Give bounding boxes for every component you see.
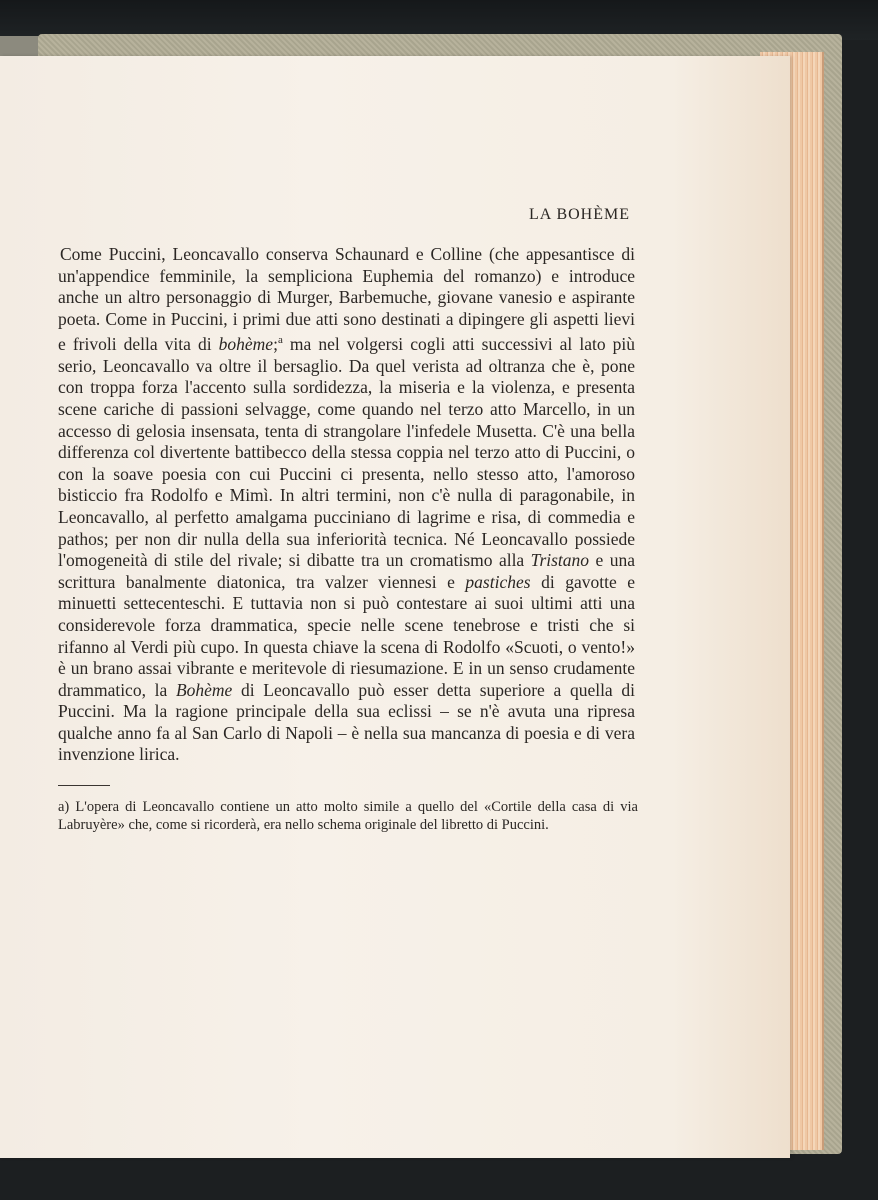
footnote-reference: a [277,334,283,347]
text-run: e una scrittura banalmente diatonica, tra valzer viennesi e [58,550,635,592]
footnote [58,798,638,834]
footnote-text: L'opera di Leoncavallo contiene un atto molto simile a quello del «Cortile della casa di via Labruyère» che, come si ricorderà, era nello schema originale del libretto di Puccini. [58,799,638,833]
main-paragraph [58,244,635,766]
italic-bohème: bohème [218,334,274,355]
text-run: Come Puccini, Leoncavallo conserva Schaunard e Colline (che appesantisce di un'appendice femminile, la sempliciona Euphemia del romanzo) e introduce anche un altro personaggio di Murger, Barbemuche, giovane vanesio e aspirante poeta. Come in Puccini, i primi due atti sono destinati a dipingere gli aspetti lievi e frivoli della vita di [58,244,635,355]
running-header: LA BOHÈME [529,206,630,223]
footnote-marker: a) [58,799,70,815]
text-run: di gavotte e minuetti settecenteschi. E tuttavia non si può contestare ai suoi ultimi atti una considerevole forza drammatica, specie nelle scene tenebrose e tristi che si rifanno al Verdi più cupo. In questa chiave la scena di Rodolfo «Scuoti, o vento!» è un brano assai vibrante e meritevole di riesumazione. E in un senso crudamente drammatico, la [58,571,636,700]
italic-tristano: Tristano [530,550,590,571]
footnote-divider [58,785,110,786]
italic-bohème-title: Bohème [175,679,233,700]
text-run: di Leoncavallo può esser detta superiore a quella di Puccini. Ma la ragione principale della sua eclissi – se n'è avuta una ripresa qualche anno fa al San Carlo di Napoli – è nella sua mancanza di poesia e di vera invenzione lirica. [58,679,635,765]
italic-pastiches: pastiches [465,571,531,592]
text-run: ; [273,334,278,355]
text-run: ma nel volgersi cogli atti successivi al lato più serio, Leoncavallo va oltre il bersaglio. Da quel verista ad oltranza che è, pone con troppa forza l'accento sulla sordidezza, la miseria e la violenza, e presenta scene cariche di passioni selvagge, come quando nel terzo atto Marcello, in un accesso di gelosia insensata, tenta di strangolare l'infedele Musetta. C'è una bella differenza col divertente battibecco della stessa coppia nel terzo atto di Puccini, o con la soave poesia con cui Puccini ci presenta, nello stesso atto, l'amoroso bisticcio fra Rodolfo e Mimì. In altri termini, non c'è nulla di paragonabile, in Leoncavallo, al perfetto amalgama pucciniano di lagrime e risa, di commedia e pathos; per non dir nulla della sua inferiorità tecnica. Né Leoncavallo possiede l'omogeneità di stile del rivale; si dibatte tra un cromatismo alla [58,334,635,571]
